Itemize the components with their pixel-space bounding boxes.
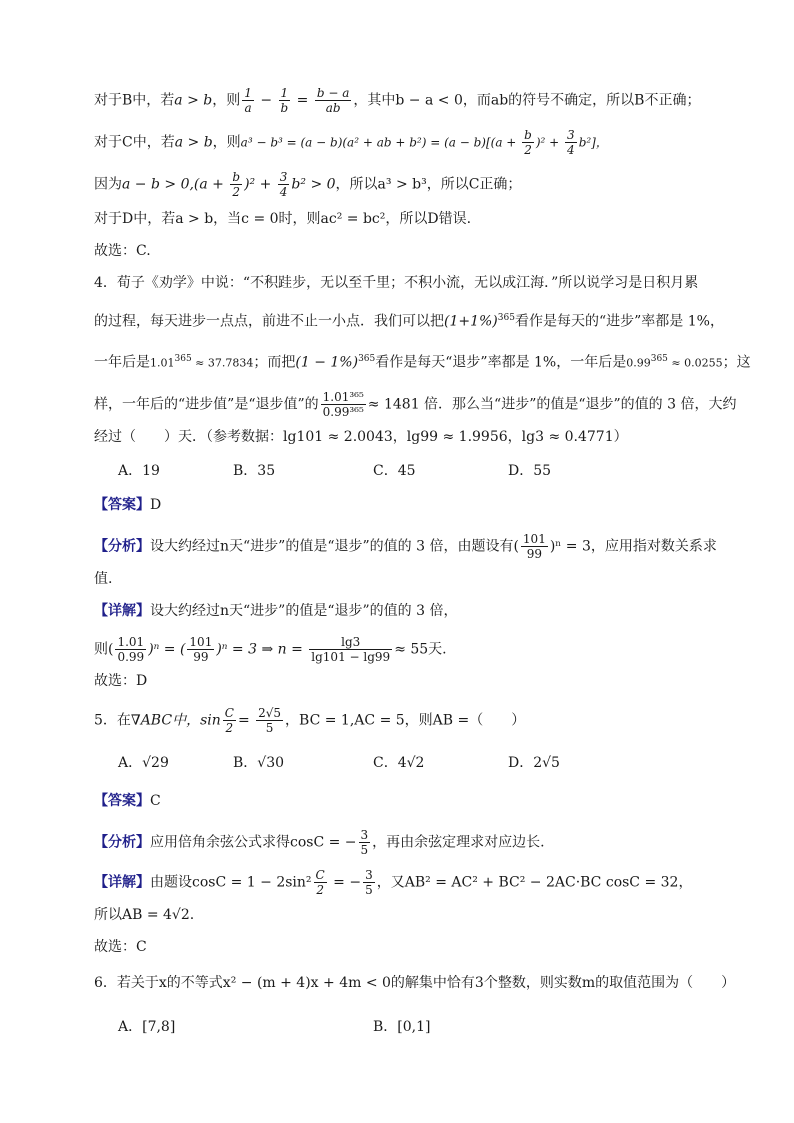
denominator: 5	[265, 721, 274, 735]
text: ，又AB² = AC² + BC² − 2AC·BC cosC = 32，	[376, 874, 693, 891]
denominator: 0.99	[117, 650, 145, 664]
analysis-tag: 【分析】	[94, 538, 150, 555]
denominator: 4	[279, 185, 288, 199]
text: ，则	[212, 134, 241, 151]
numerator: C	[224, 706, 234, 720]
detail-tag: 【详解】	[94, 874, 150, 891]
math: )ⁿ = (	[148, 641, 186, 658]
q4-analysis-line2: 值.	[94, 571, 113, 587]
numerator: 2√5	[258, 706, 282, 720]
denominator: b	[280, 101, 289, 115]
option-b: B．√30	[233, 755, 285, 771]
text: ，则	[212, 92, 241, 109]
q4-analysis	[94, 532, 717, 561]
math: a − b > 0,(a +	[122, 176, 229, 193]
operator: = −	[328, 874, 362, 891]
fraction	[521, 532, 548, 561]
text: 看作是每天的“进步”率都是 1%，	[514, 313, 724, 330]
fraction	[359, 828, 371, 857]
text: 的过程，每天进步一点点，前进不止一小点．我们可以把	[94, 313, 444, 330]
q4-detail-line2	[94, 635, 447, 664]
numerator: 3	[567, 128, 575, 142]
text: 设大约经过n天“进步”的值是“退步”的值的 3 倍，	[150, 603, 458, 619]
fraction	[565, 128, 577, 157]
math: )ⁿ = 3 ⇒ n =	[216, 641, 308, 658]
operator: −	[255, 92, 277, 109]
math: 1.01	[150, 356, 175, 370]
denominator: 4	[567, 143, 575, 157]
fraction	[256, 706, 283, 735]
numerator: 1	[279, 86, 291, 101]
option-a: A．19	[118, 463, 160, 479]
text: 设大约经过n天“进步”的值是“退步”的值的 3 倍，由题设有(	[150, 538, 519, 555]
fraction	[279, 86, 291, 115]
text: 由题设cosC = 1 − 2sin²	[150, 874, 312, 891]
fraction	[223, 706, 236, 735]
q5-detail	[94, 868, 692, 897]
math: )² +	[244, 176, 276, 193]
text: 看作是每天“退步”率都是 1%，一年后是	[375, 354, 627, 371]
q5-analysis	[94, 828, 545, 857]
denominator: 5	[365, 883, 373, 897]
fraction	[187, 635, 214, 664]
q6-stem: 6．若关于x的不等式x² − (m + 4)x + 4m < 0的解集中恰有3个整数，则实数m的取值范围为（ ）	[94, 975, 736, 991]
numerator: 3	[360, 828, 369, 842]
q3-option-c-analysis	[94, 128, 608, 157]
operator: =	[292, 92, 313, 109]
detail-tag: 【详解】	[94, 603, 150, 619]
text: 5．在	[94, 712, 131, 729]
exponent: 365	[650, 354, 668, 364]
math: )² +	[535, 135, 564, 150]
fraction	[242, 86, 254, 115]
fraction	[315, 86, 352, 115]
math: a³ − b³ = (a − b)(a² + ab + b²) = (a − b)[(a +	[240, 135, 521, 150]
answer-value: D	[150, 497, 162, 513]
math: b² > 0	[291, 176, 336, 193]
numerator: 1.01	[117, 635, 145, 649]
text: 样，一年后的“进步值”是“退步值”的	[94, 396, 319, 413]
text: 因为	[94, 176, 122, 193]
denominator: a	[244, 101, 252, 115]
fraction	[522, 128, 534, 157]
option-a: A．[7,8]	[118, 1019, 176, 1035]
math: ≈ 37.7834	[191, 356, 254, 370]
q4-answer	[94, 494, 161, 516]
numerator: b	[232, 170, 241, 184]
math: a > b	[174, 92, 213, 109]
q3-choose: 故选：C.	[94, 243, 151, 259]
math: (1 − 1%)	[295, 354, 359, 371]
numerator: C	[315, 868, 325, 882]
fraction	[278, 170, 290, 199]
option-c: C．4√2	[373, 755, 425, 771]
q4-stem-line3	[94, 348, 751, 375]
text: ，BC = 1,AC = 5，则AB =（ ）	[285, 712, 526, 729]
math: (1+1%)	[444, 313, 498, 330]
analysis-tag: 【分析】	[94, 834, 150, 851]
text: ，再由余弦定理求对应边长.	[372, 834, 545, 851]
option-a: A．√29	[118, 755, 169, 771]
numerator: 3	[279, 170, 288, 184]
q4-stem-line5: 经过（ ）天．（参考数据：lg101 ≈ 2.0043，lg99 ≈ 1.9956，lg3 ≈ 0.4771）	[94, 429, 628, 445]
text: 应用倍角余弦公式求得cosC = −	[150, 834, 357, 851]
option-d: D．2√5	[508, 755, 560, 771]
q3-option-d-analysis: 对于D中，若a > b，当c = 0时，则ac² = bc²，所以D错误.	[94, 211, 472, 227]
operator: =	[237, 712, 255, 729]
denominator: 5	[360, 843, 369, 857]
exponent: 365	[358, 354, 376, 364]
denominator: lg101 − lg99	[311, 650, 391, 664]
answer-tag: 【答案】	[94, 793, 150, 809]
answer-value: C	[150, 793, 161, 809]
exponent: 365	[497, 313, 515, 323]
denominator: 0.99³⁶⁵	[322, 405, 364, 419]
denominator: 99	[193, 650, 209, 664]
fraction	[309, 635, 392, 664]
numerator: b − a	[316, 86, 350, 100]
fraction	[115, 635, 146, 664]
q4-choose: 故选：D	[94, 673, 148, 689]
q3-option-b-analysis	[94, 86, 700, 115]
q4-stem-line4	[94, 390, 737, 419]
numerator: 1.01³⁶⁵	[322, 390, 364, 404]
text: 对于B中，若	[94, 92, 175, 109]
math: ≈ 0.0255	[667, 356, 723, 370]
math: ∇ABC中，sin	[130, 712, 221, 729]
text: 对于C中，若	[94, 134, 175, 151]
fraction	[321, 390, 366, 419]
text: ；而把	[253, 354, 296, 371]
text: ；这	[722, 354, 751, 371]
q4-detail-line1	[94, 600, 457, 622]
exponent: 365	[174, 354, 192, 364]
numerator: b	[524, 128, 532, 142]
denominator: 2	[524, 143, 532, 157]
text: ≈ 55天.	[394, 641, 447, 658]
denominator: 2	[232, 185, 241, 199]
denominator: 99	[526, 547, 543, 561]
denominator: ab	[325, 101, 341, 115]
q5-stem	[94, 706, 525, 735]
text: ，所以a³ > b³，所以C正确；	[335, 176, 522, 193]
q3-option-c-conclusion	[94, 170, 521, 199]
numerator: 101	[522, 532, 546, 546]
option-b: B．[0,1]	[373, 1019, 431, 1035]
text: 则(	[94, 641, 114, 658]
text: 一年后是	[94, 354, 150, 371]
math: 0.99	[626, 356, 651, 370]
option-c: C．45	[373, 463, 416, 479]
numerator: 3	[365, 868, 373, 882]
math: a > b	[174, 134, 213, 151]
option-d: D．55	[508, 463, 552, 479]
text: )ⁿ = 3，应用指对数关系求	[549, 538, 717, 555]
q5-choose: 故选：C	[94, 939, 147, 955]
denominator: 2	[316, 883, 324, 897]
numerator: 1	[244, 86, 252, 100]
q4-stem-line2	[94, 307, 724, 333]
answer-tag: 【答案】	[94, 497, 150, 513]
math: b²]，	[578, 135, 608, 150]
text: ，其中b − a < 0，而ab的符号不确定，所以B不正确；	[353, 92, 701, 109]
fraction	[363, 868, 375, 897]
text: ≈ 1481 倍．那么当“进步”的值是“退步”的值的 3 倍，大约	[367, 396, 737, 413]
denominator: 2	[225, 721, 234, 735]
option-b: B．35	[233, 463, 276, 479]
numerator: lg3	[309, 635, 392, 650]
fraction	[314, 868, 327, 897]
fraction	[230, 170, 242, 199]
q5-answer	[94, 790, 161, 812]
numerator: 101	[189, 635, 213, 649]
q4-stem-line1: 4．荀子《劝学》中说：“不积跬步，无以至千里；不积小流，无以成江海．”所以说学习是日积月累	[94, 275, 699, 291]
q5-detail-line2: 所以AB = 4√2.	[94, 907, 195, 923]
